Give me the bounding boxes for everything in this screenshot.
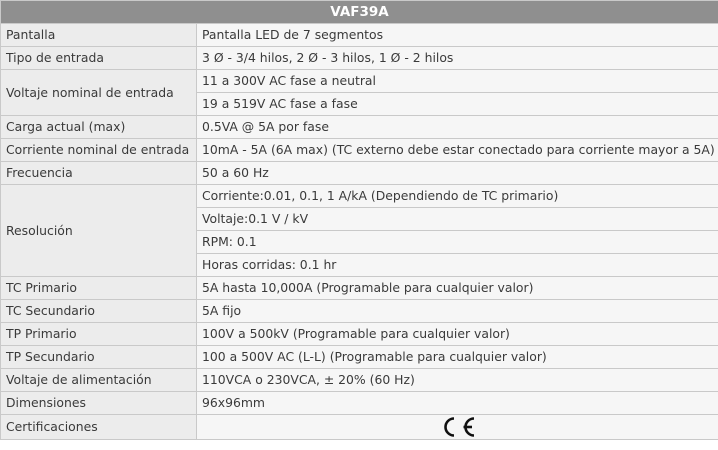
table-row: [1, 24, 718, 47]
row-label: Pantalla: [1, 24, 197, 47]
row-label: Voltaje de alimentación: [1, 369, 197, 392]
table-row: [1, 415, 718, 440]
row-value: Pantalla LED de 7 segmentos: [197, 24, 718, 47]
row-label: Certificaciones: [1, 415, 197, 440]
table-row: [1, 139, 718, 162]
ce-mark-icon: [438, 415, 478, 439]
table-row: [1, 162, 718, 185]
row-label: TP Secundario: [1, 346, 197, 369]
row-label: Corriente nominal de entrada: [1, 139, 197, 162]
row-value: 5A fijo: [197, 300, 718, 323]
header-row: [1, 1, 718, 24]
table-row: [1, 392, 718, 415]
row-value: 19 a 519V AC fase a fase: [197, 93, 718, 116]
row-label: Carga actual (max): [1, 116, 197, 139]
row-label: TC Primario: [1, 277, 197, 300]
row-label: Frecuencia: [1, 162, 197, 185]
row-value: 0.5VA @ 5A por fase: [197, 116, 718, 139]
table-row: [1, 185, 718, 208]
table-row: [1, 369, 718, 392]
table-row: [1, 116, 718, 139]
table-row: [1, 346, 718, 369]
row-value: 10mA - 5A (6A max) (TC externo debe estar conectado para corriente mayor a 5A): [197, 139, 718, 162]
row-value: 100V a 500kV (Programable para cualquier valor): [197, 323, 718, 346]
row-label: TP Primario: [1, 323, 197, 346]
certification-cell: [197, 415, 718, 440]
row-label: Dimensiones: [1, 392, 197, 415]
table-row: [1, 323, 718, 346]
row-value: 96x96mm: [197, 392, 718, 415]
row-label: Resolución: [1, 185, 197, 277]
table-row: [1, 70, 718, 93]
row-value: 110VCA o 230VCA, ± 20% (60 Hz): [197, 369, 718, 392]
table-title: VAF39A: [1, 1, 718, 24]
row-value: Corriente:0.01, 0.1, 1 A/kA (Dependiendo de TC primario): [197, 185, 718, 208]
table-row: [1, 300, 718, 323]
row-value: 5A hasta 10,000A (Programable para cualquier valor): [197, 277, 718, 300]
row-label: Voltaje nominal de entrada: [1, 70, 197, 116]
table-row: [1, 277, 718, 300]
row-value: 3 Ø - 3/4 hilos, 2 Ø - 3 hilos, 1 Ø - 2 hilos: [197, 47, 718, 70]
row-value: Voltaje:0.1 V / kV: [197, 208, 718, 231]
table-row: [1, 47, 718, 70]
row-label: Tipo de entrada: [1, 47, 197, 70]
row-value: 11 a 300V AC fase a neutral: [197, 70, 718, 93]
row-value: 50 a 60 Hz: [197, 162, 718, 185]
row-label: TC Secundario: [1, 300, 197, 323]
row-value: Horas corridas: 0.1 hr: [197, 254, 718, 277]
row-value: 100 a 500V AC (L-L) (Programable para cualquier valor): [197, 346, 718, 369]
row-value: RPM: 0.1: [197, 231, 718, 254]
